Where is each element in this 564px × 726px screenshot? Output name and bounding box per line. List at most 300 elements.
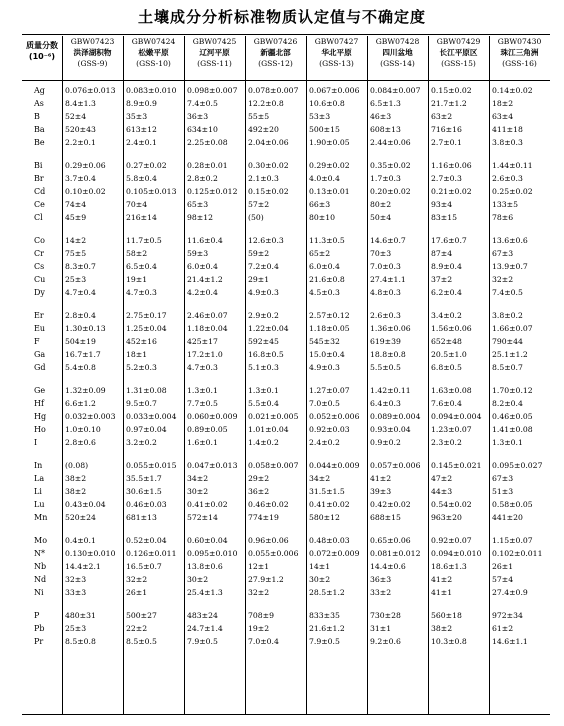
- unit-header: [22, 40, 62, 62]
- value-cell: 0.35±0.02: [370, 161, 411, 170]
- value-cell: 38±2: [65, 487, 87, 496]
- value-cell: 8.3±0.7: [65, 262, 96, 271]
- value-cell: 32±3: [65, 575, 87, 584]
- table-body: [22, 84, 550, 658]
- value-cell: 0.094±0.010: [431, 549, 482, 558]
- value-cell: 572±14: [187, 513, 218, 522]
- element-symbol: N*: [34, 549, 45, 558]
- value-cell: 34±2: [187, 474, 209, 483]
- value-cell: 14.4±2.1: [65, 562, 101, 571]
- column-header-sample: (GSS-14): [380, 59, 415, 68]
- value-cell: 34±2: [309, 474, 331, 483]
- value-cell: 30±2: [309, 575, 331, 584]
- element-symbol: Cs: [34, 262, 45, 271]
- value-cell: 4.0±0.4: [309, 174, 340, 183]
- value-cell: 0.46±0.02: [248, 500, 289, 509]
- value-cell: 492±20: [248, 125, 279, 134]
- value-cell: 1.4±0.2: [248, 438, 279, 447]
- value-cell: 16.5±0.7: [126, 562, 162, 571]
- value-cell: 87±4: [431, 249, 453, 258]
- table-row: [22, 384, 550, 397]
- element-symbol: Eu: [34, 324, 45, 333]
- value-cell: 580±12: [309, 513, 340, 522]
- column-header-code: GBW07425: [192, 37, 237, 46]
- value-cell: 0.125±0.012: [187, 187, 238, 196]
- value-cell: 681±13: [126, 513, 157, 522]
- value-cell: 19±1: [126, 275, 148, 284]
- table-row: [22, 547, 550, 560]
- value-cell: 78±6: [492, 213, 514, 222]
- value-cell: 7.2±0.4: [248, 262, 279, 271]
- element-symbol: I: [34, 438, 38, 447]
- value-cell: 3.4±0.2: [431, 311, 462, 320]
- value-cell: 3.2±0.2: [126, 438, 157, 447]
- value-cell: 0.28±0.01: [187, 161, 228, 170]
- value-cell: 0.060±0.009: [187, 412, 238, 421]
- value-cell: 7.4±0.5: [187, 99, 218, 108]
- value-cell: 0.52±0.04: [126, 536, 167, 545]
- value-cell: 8.9±0.4: [431, 262, 462, 271]
- value-cell: 520±24: [65, 513, 96, 522]
- value-cell: 13.9±0.7: [492, 262, 528, 271]
- value-cell: 0.105±0.013: [126, 187, 177, 196]
- table-row: [22, 234, 550, 247]
- column-header: [123, 36, 184, 80]
- value-cell: 4.2±0.4: [187, 288, 218, 297]
- value-cell: 1.01±0.04: [248, 425, 289, 434]
- element-symbol: Br: [34, 174, 44, 183]
- value-cell: 1.6±0.1: [187, 438, 218, 447]
- value-cell: 0.047±0.013: [187, 461, 238, 470]
- table-row: [22, 586, 550, 599]
- value-cell: 47±2: [431, 474, 453, 483]
- value-cell: 0.29±0.02: [309, 161, 350, 170]
- column-header-name: 珠江三角洲: [500, 48, 539, 57]
- value-cell: 29±2: [248, 474, 270, 483]
- value-cell: 1.41±0.08: [492, 425, 533, 434]
- value-cell: 17.2±1.0: [187, 350, 223, 359]
- value-cell: 36±2: [248, 487, 270, 496]
- element-symbol: Ag: [34, 86, 45, 95]
- value-cell: 61±2: [492, 624, 514, 633]
- value-cell: 17.6±0.7: [431, 236, 467, 245]
- table-row: [22, 498, 550, 511]
- value-cell: 27.4±1.1: [370, 275, 406, 284]
- value-cell: 29±1: [248, 275, 270, 284]
- value-cell: 133±5: [492, 200, 519, 209]
- row-group: [22, 234, 550, 299]
- value-cell: 592±45: [248, 337, 279, 346]
- value-cell: 41±1: [431, 588, 453, 597]
- value-cell: 411±18: [492, 125, 523, 134]
- table-row: [22, 423, 550, 436]
- value-cell: 0.58±0.05: [492, 500, 533, 509]
- value-cell: 20.5±1.0: [431, 350, 467, 359]
- value-cell: 1.3±0.1: [492, 438, 523, 447]
- value-cell: 26±1: [126, 588, 148, 597]
- row-group: [22, 609, 550, 648]
- value-cell: 13.6±0.6: [492, 236, 528, 245]
- table-row: [22, 273, 550, 286]
- value-cell: 11.7±0.5: [126, 236, 162, 245]
- element-symbol: Ge: [34, 386, 46, 395]
- value-cell: 19±2: [248, 624, 270, 633]
- value-cell: 652±48: [431, 337, 462, 346]
- value-cell: 57±2: [248, 200, 270, 209]
- column-header-sample: (GSS-9): [77, 59, 108, 68]
- value-cell: 1.31±0.08: [126, 386, 167, 395]
- value-cell: 1.66±0.07: [492, 324, 533, 333]
- column-header-sample: (GSS-13): [319, 59, 354, 68]
- value-cell: 1.30±0.13: [65, 324, 106, 333]
- column-header-sample: (GSS-11): [197, 59, 232, 68]
- value-cell: 0.54±0.02: [431, 500, 472, 509]
- column-header-code: GBW07428: [375, 37, 420, 46]
- value-cell: 520±43: [65, 125, 96, 134]
- value-cell: 30±2: [187, 575, 209, 584]
- value-cell: 2.9±0.2: [248, 311, 279, 320]
- value-cell: (0.08): [65, 461, 89, 470]
- value-cell: 14.6±0.7: [370, 236, 406, 245]
- value-cell: 1.16±0.06: [431, 161, 472, 170]
- value-cell: 0.92±0.07: [431, 536, 472, 545]
- value-cell: 2.6±0.3: [492, 174, 523, 183]
- column-header-code: GBW07423: [70, 37, 115, 46]
- value-cell: 441±20: [492, 513, 523, 522]
- table-row: [22, 609, 550, 622]
- value-cell: 93±4: [431, 200, 453, 209]
- value-cell: 7.0±0.5: [309, 399, 340, 408]
- row-group: [22, 309, 550, 374]
- row-group: [22, 159, 550, 224]
- column-header-name: 四川盆地: [382, 48, 413, 57]
- column-header-sample: (GSS-12): [258, 59, 293, 68]
- value-cell: 67±3: [492, 249, 514, 258]
- value-cell: 14±2: [65, 236, 87, 245]
- value-cell: 32±2: [248, 588, 270, 597]
- table-row: [22, 136, 550, 149]
- table-row: [22, 286, 550, 299]
- value-cell: 0.072±0.009: [309, 549, 360, 558]
- value-cell: 12.6±0.3: [248, 236, 284, 245]
- value-cell: 25.1±1.2: [492, 350, 528, 359]
- value-cell: 5.2±0.3: [126, 363, 157, 372]
- value-cell: 9.2±0.6: [370, 637, 401, 646]
- element-symbol: Hg: [34, 412, 47, 421]
- table-row: [22, 309, 550, 322]
- value-cell: 2.4±0.1: [126, 138, 157, 147]
- value-cell: 12.2±0.8: [248, 99, 284, 108]
- value-cell: 70±3: [370, 249, 392, 258]
- value-cell: 4.9±0.3: [309, 363, 340, 372]
- table-row: [22, 511, 550, 524]
- value-cell: 55±5: [248, 112, 270, 121]
- value-cell: 0.96±0.06: [248, 536, 289, 545]
- value-cell: 0.084±0.007: [370, 86, 421, 95]
- value-cell: 4.5±0.3: [309, 288, 340, 297]
- value-cell: 2.8±0.6: [65, 438, 96, 447]
- value-cell: 8.2±0.4: [492, 399, 523, 408]
- element-symbol: Cu: [34, 275, 46, 284]
- value-cell: 2.4±0.2: [309, 438, 340, 447]
- value-cell: 41±2: [370, 474, 392, 483]
- element-symbol: Co: [34, 236, 45, 245]
- value-cell: 0.41±0.02: [309, 500, 350, 509]
- value-cell: 0.130±0.010: [65, 549, 116, 558]
- row-group: [22, 459, 550, 524]
- value-cell: 0.098±0.007: [187, 86, 238, 95]
- value-cell: 2.1±0.3: [248, 174, 279, 183]
- value-cell: 70±4: [126, 200, 148, 209]
- value-cell: 1.0±0.10: [65, 425, 101, 434]
- value-cell: 0.067±0.006: [309, 86, 360, 95]
- value-cell: 4.8±0.3: [370, 288, 401, 297]
- value-cell: 0.15±0.02: [248, 187, 289, 196]
- value-cell: 1.3±0.1: [187, 386, 218, 395]
- value-cell: 2.2±0.1: [65, 138, 96, 147]
- element-symbol: Mo: [34, 536, 48, 545]
- value-cell: 216±14: [126, 213, 157, 222]
- table-row: [22, 560, 550, 573]
- value-cell: 0.021±0.005: [248, 412, 299, 421]
- column-header-name: 辽河平原: [199, 48, 230, 57]
- value-cell: 9.5±0.7: [126, 399, 157, 408]
- value-cell: 7.9±0.5: [187, 637, 218, 646]
- table-row: [22, 97, 550, 110]
- value-cell: 21.7±1.2: [431, 99, 467, 108]
- value-cell: 16.8±0.5: [248, 350, 284, 359]
- value-cell: 63±2: [431, 112, 453, 121]
- value-cell: 0.055±0.015: [126, 461, 177, 470]
- value-cell: 1.25±0.04: [126, 324, 167, 333]
- value-cell: 2.44±0.06: [370, 138, 411, 147]
- value-cell: 67±3: [492, 474, 514, 483]
- value-cell: 0.095±0.010: [187, 549, 238, 558]
- value-cell: 0.93±0.04: [370, 425, 411, 434]
- value-cell: 32±2: [126, 575, 148, 584]
- value-cell: 37±2: [431, 275, 453, 284]
- column-header-name: 新疆北部: [260, 48, 291, 57]
- element-symbol: Ga: [34, 350, 46, 359]
- value-cell: 11.3±0.5: [309, 236, 345, 245]
- value-cell: 5.1±0.3: [248, 363, 279, 372]
- element-symbol: Pr: [34, 637, 44, 646]
- value-cell: 0.057±0.006: [370, 461, 421, 470]
- value-cell: 21.6±0.8: [309, 275, 345, 284]
- table-row: [22, 198, 550, 211]
- value-cell: 500±27: [126, 611, 157, 620]
- value-cell: 2.6±0.3: [370, 311, 401, 320]
- element-symbol: Bi: [34, 161, 43, 170]
- element-symbol: Ba: [34, 125, 45, 134]
- value-cell: 15.0±0.4: [309, 350, 345, 359]
- element-symbol: Cr: [34, 249, 44, 258]
- value-cell: 0.89±0.05: [187, 425, 228, 434]
- value-cell: 716±16: [431, 125, 462, 134]
- value-cell: 58±2: [126, 249, 148, 258]
- value-cell: 972±34: [492, 611, 523, 620]
- value-cell: 83±15: [431, 213, 458, 222]
- value-cell: 0.032±0.003: [65, 412, 116, 421]
- table-row: [22, 84, 550, 97]
- value-cell: 1.3±0.1: [248, 386, 279, 395]
- value-cell: 452±16: [126, 337, 157, 346]
- value-cell: 560±18: [431, 611, 462, 620]
- column-header: [489, 36, 550, 80]
- value-cell: 0.21±0.02: [431, 187, 472, 196]
- value-cell: 0.14±0.02: [492, 86, 533, 95]
- value-cell: 18.8±0.8: [370, 350, 406, 359]
- value-cell: 80±2: [370, 200, 392, 209]
- value-cell: 18±2: [492, 99, 514, 108]
- value-cell: 5.8±0.4: [126, 174, 157, 183]
- value-cell: 2.46±0.07: [187, 311, 228, 320]
- value-cell: 66±3: [309, 200, 331, 209]
- value-cell: 0.13±0.01: [309, 187, 350, 196]
- table-row: [22, 211, 550, 224]
- element-symbol: La: [34, 474, 45, 483]
- value-cell: 1.22±0.04: [248, 324, 289, 333]
- value-cell: 480±31: [65, 611, 96, 620]
- value-cell: 11.6±0.4: [187, 236, 223, 245]
- column-header-code: GBW07430: [497, 37, 542, 46]
- table-row: [22, 123, 550, 136]
- table-row: [22, 260, 550, 273]
- column-header-sample: (GSS-10): [136, 59, 171, 68]
- element-symbol: Er: [34, 311, 44, 320]
- value-cell: 8.5±0.7: [492, 363, 523, 372]
- value-cell: 53±3: [309, 112, 331, 121]
- value-cell: 1.70±0.12: [492, 386, 533, 395]
- value-cell: 50±4: [370, 213, 392, 222]
- table-row: [22, 459, 550, 472]
- value-cell: 14±1: [309, 562, 331, 571]
- value-cell: 0.20±0.02: [370, 187, 411, 196]
- value-cell: 10.3±0.8: [431, 637, 467, 646]
- value-cell: 6.8±0.5: [431, 363, 462, 372]
- value-cell: 6.5±0.4: [126, 262, 157, 271]
- element-symbol: Dy: [34, 288, 45, 297]
- column-header-name: 长江平原区: [439, 48, 478, 57]
- unit-header-unit: (10⁻⁶): [28, 52, 56, 61]
- column-header-code: GBW07424: [131, 37, 176, 46]
- value-cell: 0.10±0.02: [65, 187, 106, 196]
- table-top-rule: [22, 34, 550, 35]
- column-header: [367, 36, 428, 80]
- value-cell: 65±2: [309, 249, 331, 258]
- value-cell: 7.9±0.5: [309, 637, 340, 646]
- value-cell: 1.27±0.07: [309, 386, 350, 395]
- value-cell: 7.0±0.3: [370, 262, 401, 271]
- value-cell: 0.97±0.04: [126, 425, 167, 434]
- table-row: [22, 185, 550, 198]
- table-row: [22, 335, 550, 348]
- value-cell: 0.60±0.04: [187, 536, 228, 545]
- value-cell: 32±2: [492, 275, 514, 284]
- value-cell: 500±15: [309, 125, 340, 134]
- column-header-name: 华北平原: [321, 48, 352, 57]
- value-cell: 0.25±0.02: [492, 187, 533, 196]
- value-cell: 634±10: [187, 125, 218, 134]
- element-symbol: Cd: [34, 187, 46, 196]
- value-cell: 0.48±0.03: [309, 536, 350, 545]
- element-symbol: Nb: [34, 562, 47, 571]
- value-cell: 483±24: [187, 611, 218, 620]
- page-title: 土壤成分分析标准物质认定值与不确定度: [137, 8, 426, 26]
- table-row: [22, 397, 550, 410]
- value-cell: 790±44: [492, 337, 523, 346]
- table-row: [22, 410, 550, 423]
- value-cell: 25±3: [65, 275, 87, 284]
- value-cell: 730±28: [370, 611, 401, 620]
- value-cell: 33±2: [370, 588, 392, 597]
- value-cell: 0.089±0.004: [370, 412, 421, 421]
- value-cell: 833±35: [309, 611, 340, 620]
- value-cell: 688±15: [370, 513, 401, 522]
- value-cell: 6.0±0.4: [187, 262, 218, 271]
- value-cell: 774±19: [248, 513, 279, 522]
- value-cell: 1.42±0.11: [370, 386, 411, 395]
- column-header: [306, 36, 367, 80]
- value-cell: 2.3±0.2: [431, 438, 462, 447]
- value-cell: 3.8±0.3: [492, 138, 523, 147]
- table-bottom-rule: [22, 714, 550, 715]
- value-cell: 0.30±0.02: [248, 161, 289, 170]
- value-cell: 1.63±0.08: [431, 386, 472, 395]
- value-cell: 80±10: [309, 213, 336, 222]
- element-symbol: Li: [34, 487, 42, 496]
- value-cell: 0.15±0.02: [431, 86, 472, 95]
- table-row: [22, 534, 550, 547]
- value-cell: 0.46±0.05: [492, 412, 533, 421]
- value-cell: 1.36±0.06: [370, 324, 411, 333]
- value-cell: 2.75±0.17: [126, 311, 167, 320]
- value-cell: 8.5±0.8: [65, 637, 96, 646]
- value-cell: 52±4: [65, 112, 87, 121]
- value-cell: 36±3: [370, 575, 392, 584]
- value-cell: 0.9±0.2: [370, 438, 401, 447]
- column-header: [428, 36, 489, 80]
- value-cell: 13.8±0.6: [187, 562, 223, 571]
- value-cell: 6.6±1.2: [65, 399, 96, 408]
- value-cell: 35.5±1.7: [126, 474, 162, 483]
- value-cell: 25.4±1.3: [187, 588, 223, 597]
- value-cell: 1.7±0.3: [370, 174, 401, 183]
- element-symbol: Pb: [34, 624, 45, 633]
- value-cell: 0.102±0.011: [492, 549, 543, 558]
- column-header-code: GBW07429: [436, 37, 481, 46]
- value-cell: 5.5±0.4: [248, 399, 279, 408]
- value-cell: 24.7±1.4: [187, 624, 223, 633]
- value-cell: 4.7±0.3: [126, 288, 157, 297]
- value-cell: 25±3: [65, 624, 87, 633]
- value-cell: 0.4±0.1: [65, 536, 96, 545]
- value-cell: 6.4±0.3: [370, 399, 401, 408]
- value-cell: 57±4: [492, 575, 514, 584]
- value-cell: 619±39: [370, 337, 401, 346]
- value-cell: 18.6±1.3: [431, 562, 467, 571]
- element-symbol: Ho: [34, 425, 46, 434]
- value-cell: 35±3: [126, 112, 148, 121]
- value-cell: 425±17: [187, 337, 218, 346]
- value-cell: 31.5±1.5: [309, 487, 345, 496]
- value-cell: 63±4: [492, 112, 514, 121]
- value-cell: 1.32±0.09: [65, 386, 106, 395]
- value-cell: 74±4: [65, 200, 87, 209]
- column-header: [62, 36, 123, 80]
- value-cell: 0.076±0.013: [65, 86, 116, 95]
- value-cell: 1.56±0.06: [431, 324, 472, 333]
